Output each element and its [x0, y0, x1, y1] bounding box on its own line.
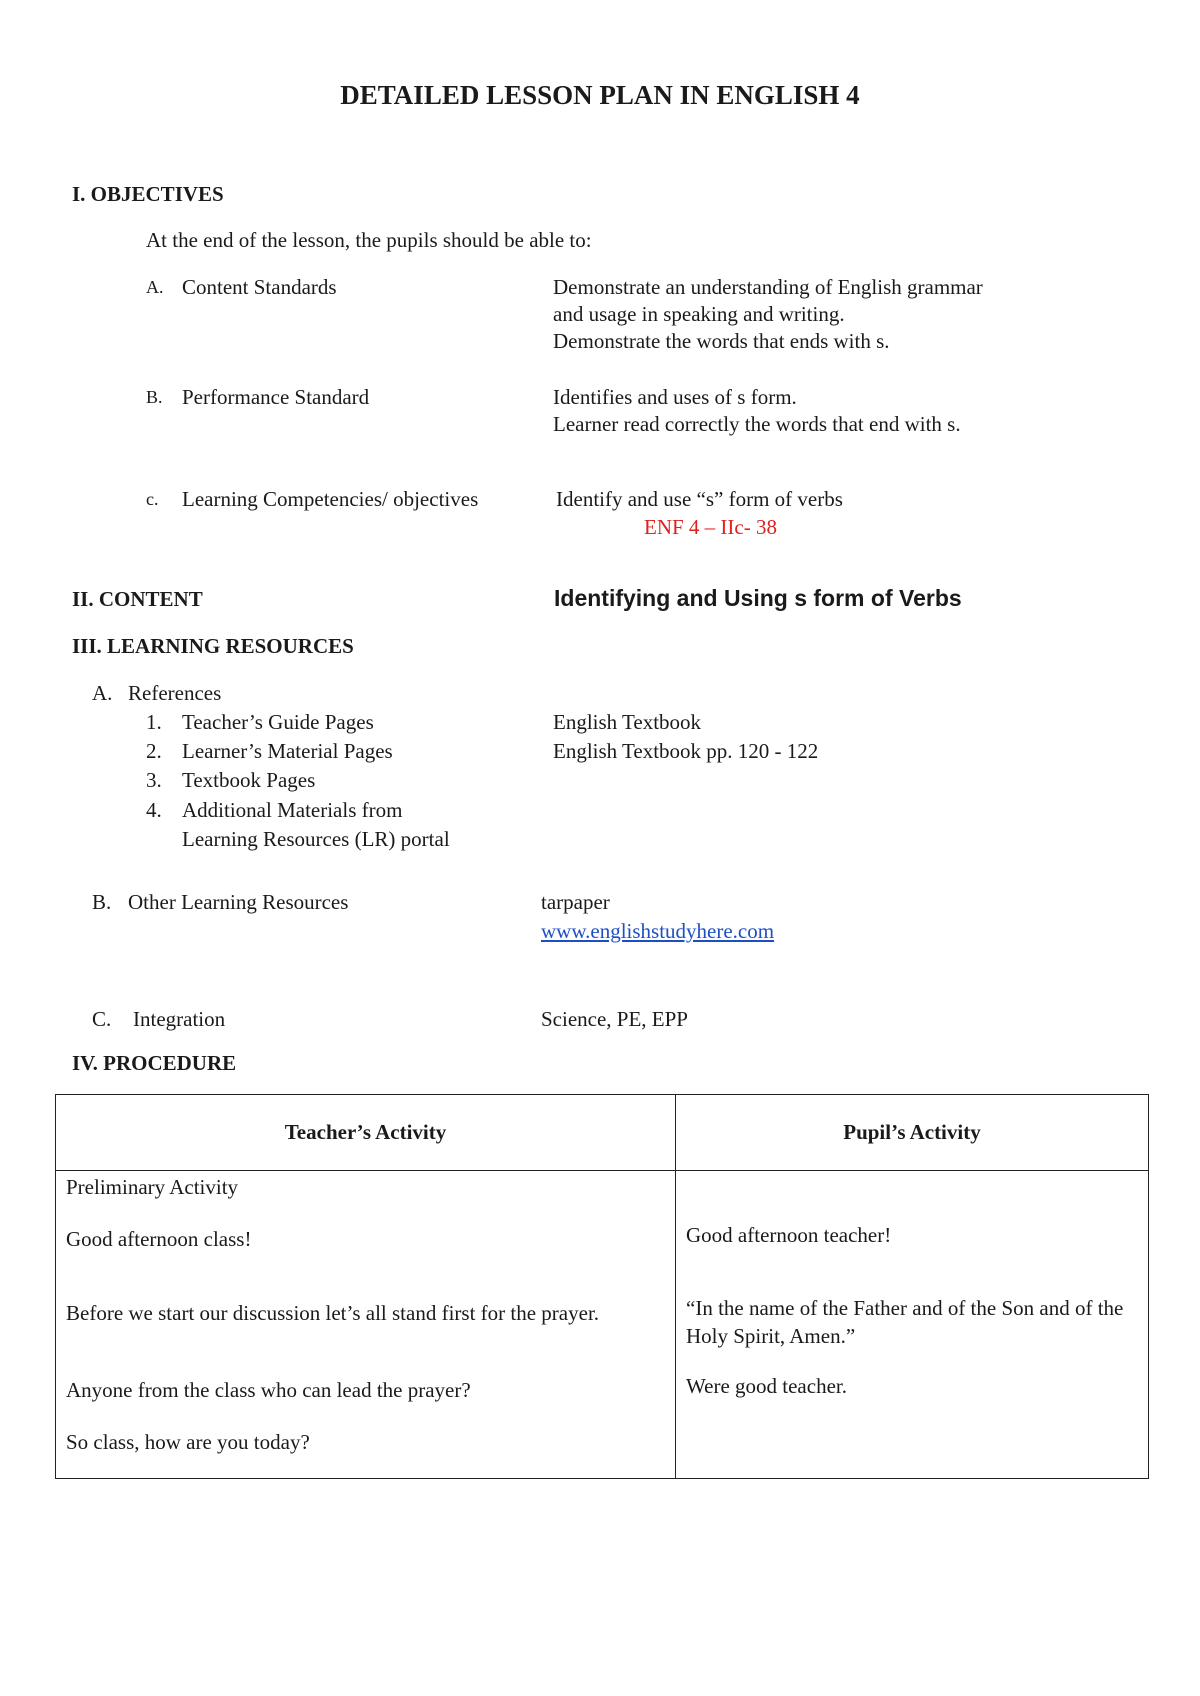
reference-4-label-2: Learning Resources (LR) portal	[182, 827, 450, 851]
teacher-line-4: Anyone from the class who can lead the prayer?	[66, 1378, 471, 1402]
content-heading: II. CONTENT	[72, 587, 203, 611]
reference-2-label: Learner’s Material Pages	[182, 739, 393, 763]
pupil-activity-cell	[676, 1171, 1149, 1479]
teacher-line-5: So class, how are you today?	[66, 1430, 310, 1454]
teacher-line-2: Good afternoon class!	[66, 1227, 252, 1251]
other-resources-marker: B.	[92, 890, 112, 914]
objective-a-line-1: Demonstrate an understanding of English grammar	[553, 275, 983, 299]
objective-b-line-2: Learner read correctly the words that end with s.	[553, 412, 961, 436]
teacher-line-1: Preliminary Activity	[66, 1175, 239, 1199]
reference-1-num: 1.	[146, 710, 162, 734]
references-marker: A.	[92, 681, 113, 705]
objective-a-line-3: Demonstrate the words that ends with s.	[553, 329, 890, 353]
objective-a-marker: A.	[146, 277, 164, 297]
reference-4-label: Additional Materials from	[182, 798, 403, 822]
objective-c-line: Identify and use “s” form of verbs	[556, 487, 843, 511]
objective-c-label: Learning Competencies/ objectives	[182, 487, 479, 511]
content-topic: Identifying and Using s form of Verbs	[554, 585, 962, 611]
reference-4-num: 4.	[146, 798, 162, 822]
reference-2-value: English Textbook pp. 120 - 122	[553, 739, 819, 763]
teacher-activity-header: Teacher’s Activity	[56, 1095, 676, 1171]
objective-c-marker: c.	[146, 489, 159, 509]
document-title: DETAILED LESSON PLAN IN ENGLISH 4	[340, 80, 860, 110]
teacher-line-3: Before we start our discussion let’s all stand first for the prayer.	[66, 1301, 600, 1325]
objectives-heading: I. OBJECTIVES	[72, 182, 224, 206]
objective-b-marker: B.	[146, 387, 163, 407]
reference-1-label: Teacher’s Guide Pages	[182, 710, 374, 734]
integration-value: Science, PE, EPP	[541, 1007, 688, 1031]
objective-a-line-2: and usage in speaking and writing.	[553, 302, 845, 326]
reference-3-num: 3.	[146, 768, 162, 792]
pupil-activity-header: Pupil’s Activity	[676, 1095, 1149, 1171]
pupil-line-3: Were good teacher.	[686, 1374, 847, 1398]
references-label: References	[128, 681, 222, 705]
objectives-intro: At the end of the lesson, the pupils should be able to:	[146, 228, 592, 252]
reference-1-value: English Textbook	[553, 710, 702, 734]
other-resources-label: Other Learning Resources	[128, 890, 349, 914]
objective-c-code: ENF 4 – IIc- 38	[644, 515, 777, 539]
procedure-heading: IV. PROCEDURE	[72, 1051, 237, 1075]
reference-2-num: 2.	[146, 739, 162, 763]
resource-link[interactable]: www.englishstudyhere.com	[541, 919, 775, 943]
objective-a-label: Content Standards	[182, 275, 337, 299]
objective-b-label: Performance Standard	[182, 385, 370, 409]
reference-3-label: Textbook Pages	[182, 768, 316, 792]
pupil-line-2: “In the name of the Father and of the Son and of the Holy Spirit, Amen.”	[686, 1296, 1124, 1348]
resources-heading: III. LEARNING RESOURCES	[72, 634, 354, 658]
integration-label: Integration	[133, 1007, 226, 1031]
procedure-table	[55, 1094, 1149, 1479]
integration-marker: C.	[92, 1007, 112, 1031]
other-resources-value: tarpaper	[541, 890, 610, 914]
objective-b-line-1: Identifies and uses of s form.	[553, 385, 797, 409]
teacher-activity-cell	[56, 1171, 676, 1479]
pupil-line-1: Good afternoon teacher!	[686, 1223, 892, 1247]
